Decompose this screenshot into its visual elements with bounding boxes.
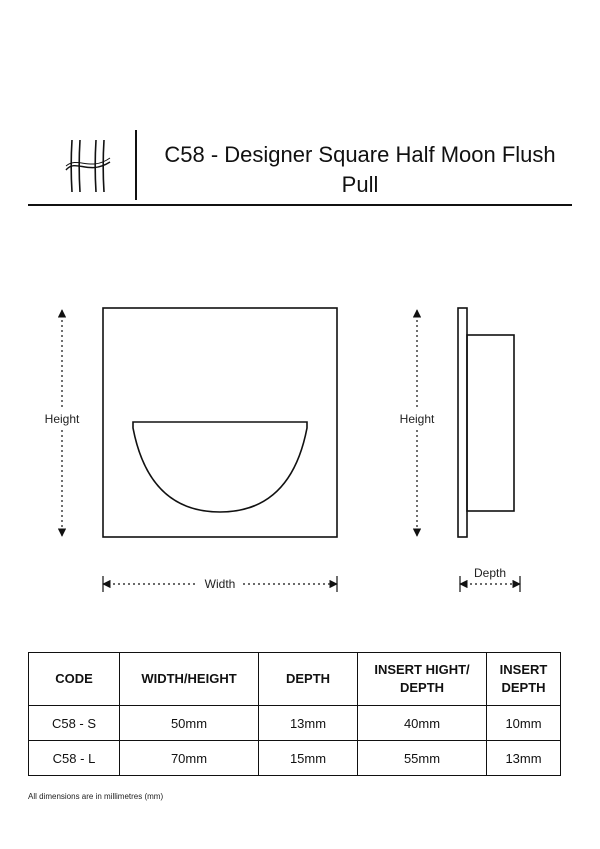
column-header-insert-height-depth: INSERT HIGHT/ DEPTH: [358, 653, 487, 706]
specification-table: [28, 652, 561, 776]
header-rule: [28, 204, 572, 206]
cell-insert-depth: 10mm: [487, 706, 561, 741]
cell-depth: 13mm: [259, 706, 358, 741]
table-header-row: [29, 653, 561, 706]
table-row: [29, 706, 561, 741]
front-width-label: Width: [204, 577, 236, 591]
cell-code: C58 - S: [29, 706, 120, 741]
cell-insert-height-depth: 40mm: [358, 706, 487, 741]
title-line-2: Pull: [341, 172, 379, 197]
front-height-label: Height: [44, 412, 80, 426]
side-view: [458, 308, 514, 537]
front-view: [103, 308, 337, 537]
cell-width-height: 50mm: [120, 706, 259, 741]
column-header-code: CODE: [29, 653, 120, 706]
header-divider: [135, 130, 137, 200]
drawing-svg: [36, 290, 572, 610]
technical-drawing: [36, 290, 572, 610]
cell-code: C58 - L: [29, 741, 120, 776]
column-header-width-height: WIDTH/HEIGHT: [120, 653, 259, 706]
cell-insert-depth: 13mm: [487, 741, 561, 776]
column-header-insert-depth: INSERT DEPTH: [487, 653, 561, 706]
brand-logo: [62, 136, 114, 196]
cell-insert-height-depth: 55mm: [358, 741, 487, 776]
side-plate-outline: [458, 308, 467, 537]
column-header-depth: DEPTH: [259, 653, 358, 706]
footnote: All dimensions are in millimetres (mm): [28, 792, 164, 801]
title-line-1: C58 - Designer Square Half Moon Flush: [164, 142, 556, 167]
side-insert-outline: [467, 335, 514, 511]
table-row: [29, 741, 561, 776]
side-depth-label: Depth: [473, 566, 507, 580]
cell-depth: 15mm: [259, 741, 358, 776]
page-title: [145, 140, 575, 200]
side-height-label: Height: [399, 412, 435, 426]
cell-width-height: 70mm: [120, 741, 259, 776]
half-moon-recess: [133, 422, 307, 512]
